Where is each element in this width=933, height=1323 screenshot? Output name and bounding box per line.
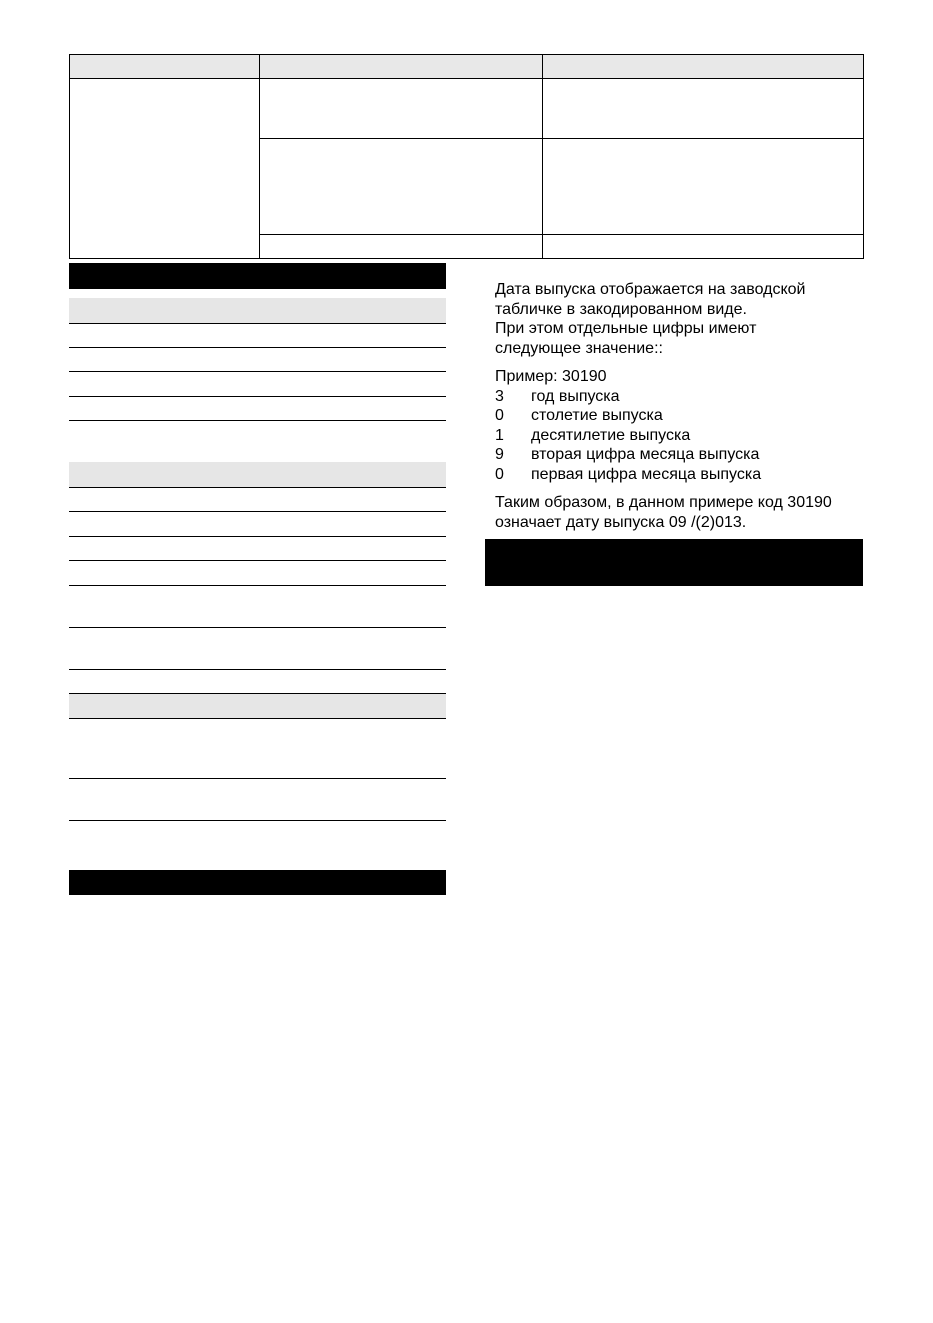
- code-digit-row: [495, 387, 865, 407]
- code-digit: 9: [495, 446, 504, 463]
- section-header-bar: [69, 263, 446, 289]
- table-row-divider: [69, 511, 446, 512]
- summary-line: Таким образом, в данном примере код 30190: [495, 494, 832, 511]
- column-divider: [542, 55, 543, 258]
- spec-group-header: [69, 693, 446, 719]
- spec-group-header: [69, 298, 446, 324]
- code-digit-meaning: год выпуска: [531, 387, 620, 405]
- intro-line: следующее значение::: [495, 339, 663, 357]
- table-row-divider: [69, 669, 446, 670]
- code-digit: 0: [495, 407, 504, 424]
- intro-line: Дата выпуска отображается на заводской: [495, 281, 806, 298]
- table-row-divider: [69, 371, 446, 372]
- code-digit-row: [495, 406, 865, 426]
- table-row-divider: [69, 560, 446, 561]
- code-digit: 0: [495, 465, 504, 483]
- code-digit: 3: [495, 387, 504, 405]
- table-row-divider: [69, 820, 446, 821]
- section-header-bar: [485, 539, 863, 586]
- table-row-divider: [69, 396, 446, 397]
- column-divider: [259, 55, 260, 258]
- code-digit: 1: [495, 426, 504, 444]
- section-header-bar: [69, 870, 446, 895]
- troubleshooting-table: [69, 54, 864, 259]
- row-divider: [259, 138, 863, 139]
- spec-group-header: [69, 462, 446, 488]
- code-digit-row: [495, 426, 865, 446]
- table-row-divider: [69, 627, 446, 628]
- summary-line: означает дату выпуска 09 /(2)013.: [495, 513, 747, 531]
- table-row-divider: [69, 778, 446, 779]
- row-divider: [259, 234, 863, 235]
- intro-line: При этом отдельные цифры имеют: [495, 320, 757, 337]
- table-row-divider: [69, 536, 446, 537]
- code-digit-meaning: столетие выпуска: [531, 407, 663, 424]
- intro-line: табличке в закодированном виде.: [495, 300, 747, 318]
- code-digit-row: [495, 465, 865, 485]
- code-digit-meaning: первая цифра месяца выпуска: [531, 465, 762, 483]
- table-row-divider: [69, 347, 446, 348]
- manufacture-date-section: [495, 280, 865, 532]
- code-digit-row: [495, 445, 865, 465]
- table-header-row: [70, 55, 863, 79]
- table-row-divider: [69, 585, 446, 586]
- code-digit-meaning: вторая цифра месяца выпуска: [531, 446, 760, 463]
- table-row-divider: [69, 420, 446, 421]
- example-label: Пример: 30190: [495, 368, 607, 385]
- code-digit-meaning: десятилетие выпуска: [531, 426, 691, 444]
